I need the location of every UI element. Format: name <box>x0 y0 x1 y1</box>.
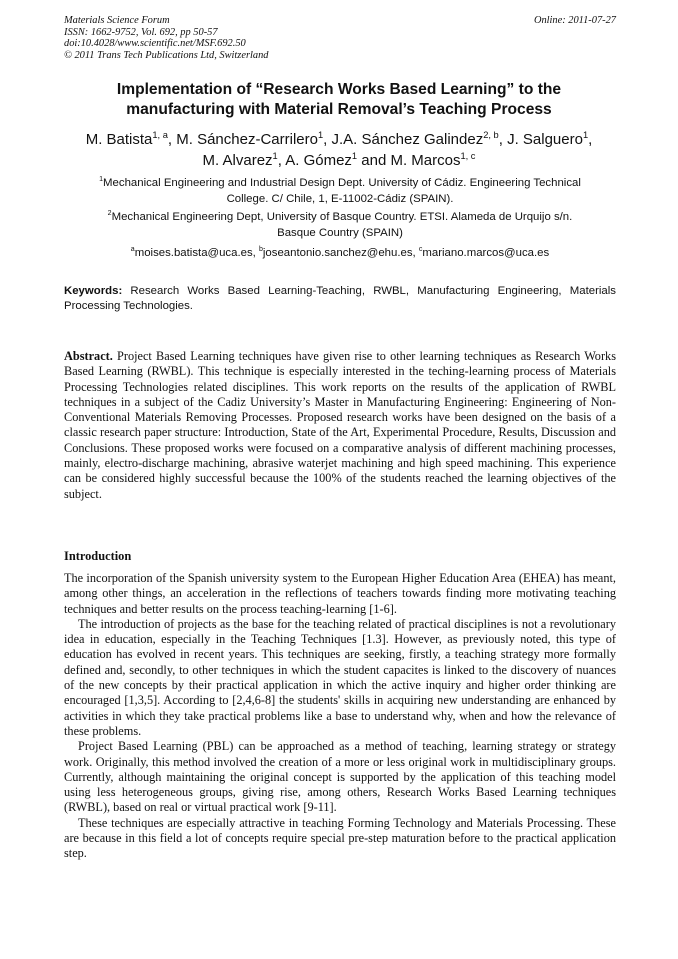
author-name: , J.A. Sánchez Galindez <box>323 131 484 148</box>
author-name: M. Batista <box>85 131 153 148</box>
doi-line: doi:10.4028/www.scientific.net/MSF.692.50 <box>64 38 246 50</box>
abstract-text: Project Based Learning techniques have given rise to other learning techniques as Research Works Based Learning (RWBL). This technique is especially interested in the teching-learning process of Materials Processing Technologies related disciplines. This work reports on the results of the application of RWBL techniques in a subject of the Cadiz University’s Master in Manufacturing Engineering: Engineering of Non-Conventional Materials Removing Processes. Proposed research works have been designed on the basis of a classic research paper structure: Introduction, State of the Art, Experimental Procedure, Results, Discussion and Conclusions. These proposed works were focused on a comparative analysis of different machining processes, mainly, electro-discharge machining, abrasive waterjet machining and high speed machining. This experience can be considered highly successful because the 100% of the students reached the learning objectives of the subject. <box>64 349 616 501</box>
author-line-1: M. Batista$^{1, a}$, M. Sánchez-Carrilero$^1$, J.A. Sánchez Galindez$^{2, b}$, J. Salguero$^1$, <box>85 130 593 148</box>
keywords-label: Keywords: <box>64 285 123 297</box>
email-sup: b <box>258 246 263 254</box>
copyright-line: © 2011 Trans Tech Publications Ltd, Switzerland <box>64 49 269 61</box>
title-line-1: Implementation of “Research Works Based Learning” to the <box>116 81 562 98</box>
introduction-body <box>64 571 616 862</box>
online-date: Online: 2011-07-27 <box>533 15 616 26</box>
email-address: joseantonio.sanchez@ehu.es, <box>262 247 419 259</box>
author-sup: 2, b <box>483 130 499 140</box>
affiliation-sup: 2 <box>107 210 112 218</box>
email-sup: a <box>130 246 135 254</box>
author-name: , M. Sánchez-Carrilero <box>167 131 318 148</box>
affiliation-text: Mechanical Engineering Dept, University of Basque Country. ETSI. Alameda de Urquijo s/n. <box>111 211 573 223</box>
affiliation-2 <box>64 210 616 241</box>
paragraph: These techniques are especially attractive in teaching Forming Technology and Materials Processing. These are because in this field a lot of concepts require special pre-step maturation before to the practical application step. <box>64 815 616 861</box>
affiliation-1 <box>64 176 616 207</box>
author-list <box>62 129 616 171</box>
author-name: , A. Gómez <box>277 152 352 169</box>
abstract-label: Abstract. <box>64 349 113 363</box>
author-sup: 1 <box>317 130 324 140</box>
email-address: moises.batista@uca.es, <box>134 247 259 259</box>
email-address: mariano.marcos@uca.es <box>422 247 550 259</box>
author-sup: 1 <box>582 130 589 140</box>
email-line <box>64 246 616 262</box>
affiliation-text: Basque Country (SPAIN) <box>277 226 403 239</box>
issn-line: ISSN: 1662-9752, Vol. 692, pp 50-57 <box>64 26 218 38</box>
paragraph: Project Based Learning (PBL) can be approached as a method of teaching, learning strategy or strategy work. Originally, this method involved the creation of a more or less original work in multidisciplinary groups. Currently, although maintaining the original concept is supported by the application of this teaching model using less heterogeneous groups, giving rise, among others, Research Works Based Learning techniques (RWBL), based on real or virtual practical work [9-11]. <box>64 739 616 815</box>
email-sup: c <box>418 246 423 254</box>
paragraph: The incorporation of the Spanish university system to the European Higher Education Area (EHEA) has meant, among other things, an acceleration in the reflections of teachers towards finding more motivating teaching techniques and better results on the process teaching-learning [1-6]. <box>64 571 616 616</box>
affiliation-text: College. C/ Chile, 1, E-11002-Cádiz (SPAIN). <box>226 192 454 205</box>
author-name: and M. Marcos <box>357 152 461 169</box>
author-name: , J. Salguero <box>498 131 583 148</box>
author-sup: 1 <box>351 151 358 161</box>
paper-title <box>70 80 608 120</box>
author-sup: 1, c <box>460 151 476 161</box>
abstract <box>64 349 616 502</box>
author-line-2 <box>62 150 616 171</box>
author-name: M. Alvarez <box>202 152 273 169</box>
affiliation-text: Mechanical Engineering and Industrial Design Dept. University of Cádiz. Engineering Technical <box>103 177 581 189</box>
title-line-2: manufacturing with Material Removal’s Teaching Process <box>126 101 552 118</box>
author-sup: 1, a <box>152 130 168 140</box>
section-heading-introduction: Introduction <box>64 549 132 563</box>
affiliation-sup: 1 <box>99 176 104 184</box>
author-sup: 1 <box>272 151 278 161</box>
keywords-text: Research Works Based Learning-Teaching, RWBL, Manufacturing Engineering, Materials Processing Technologies. <box>64 285 616 313</box>
journal-name: Materials Science Forum <box>64 15 170 26</box>
paragraph: The introduction of projects as the base for the teaching related of practical disciplines is not a revolutionary idea in education, especially in the Teaching Techniques [1.3]. However, as previously noted, this type of education has evolved in recent years. This techniques are seeking, firstly, a teaching strategy more formally defined and, secondly, to other techniques in which the student capacites is linked to the discovery of nuances of the new concepts by their practical application in which the active inquiry and higher order thinking are encouraged [1,3,5]. According to [2,4,6-8] the students' skills in acquiring new understanding are enhanced by activities in which they take practical problems like a base to understand why, when and how the relevance of these problems. <box>64 616 616 738</box>
keywords <box>64 284 616 314</box>
journal-header <box>64 15 616 61</box>
